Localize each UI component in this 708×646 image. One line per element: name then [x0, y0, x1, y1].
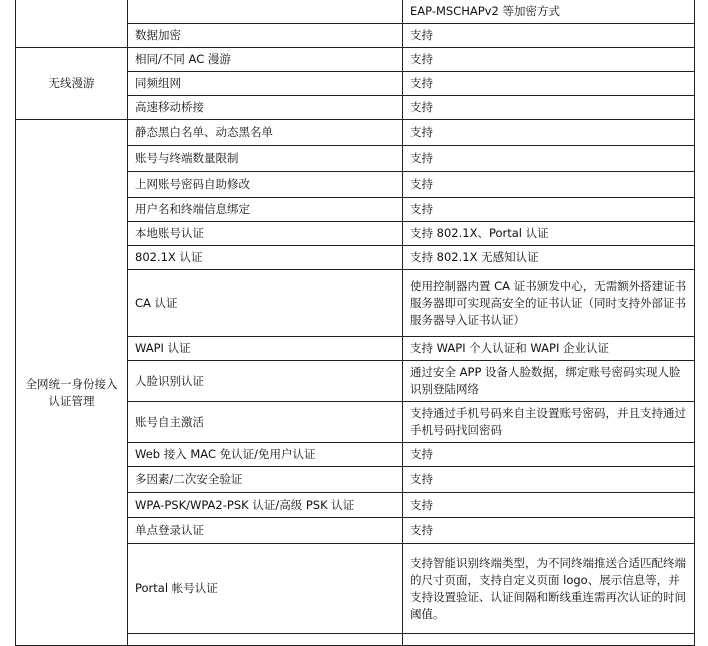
- feature-cell: 单点登录认证: [128, 518, 403, 544]
- value-cell: 支持: [403, 518, 695, 544]
- value-cell: 使用控制器内置 CA 证书颁发中心，无需额外搭建证书服务器即可实现高安全的证书认证（同时支持外部证书服务器导入证书认证）: [403, 270, 695, 337]
- feature-cell: 802.1X 认证: [128, 246, 403, 270]
- table-row: [16, 120, 695, 146]
- value-cell: 支持: [403, 198, 695, 222]
- value-cell: 支持: [403, 493, 695, 518]
- value-cell: 支持: [403, 24, 695, 48]
- feature-cell: CA 认证: [128, 270, 403, 337]
- value-cell: 支持 802.1X、Portal 认证: [403, 222, 695, 246]
- feature-cell: 人脸识别认证: [128, 361, 403, 402]
- feature-cell: 相同/不同 AC 漫游: [128, 48, 403, 72]
- table-row: [16, 0, 695, 24]
- feature-cell: WAPI 认证: [128, 337, 403, 361]
- spec-table-body: [16, 0, 695, 646]
- value-cell: 支持: [403, 443, 695, 467]
- value-cell: 支持 WAPI 个人认证和 WAPI 企业认证: [403, 337, 695, 361]
- feature-cell: 静态黑白名单、动态黑名单: [128, 120, 403, 146]
- value-cell: 支持 802.1X 无感知认证: [403, 246, 695, 270]
- feature-cell: 用户名和终端信息绑定: [128, 198, 403, 222]
- category-cell: 无线漫游: [16, 48, 128, 120]
- feature-cell: 数据加密: [128, 24, 403, 48]
- feature-cell: Web 接入 MAC 免认证/免用户认证: [128, 443, 403, 467]
- value-cell: 支持: [403, 467, 695, 493]
- spec-table: [15, 0, 695, 646]
- feature-cell: 账号自主激活: [128, 402, 403, 443]
- feature-cell: Portal 帐号认证: [128, 544, 403, 634]
- value-cell: 支持: [403, 172, 695, 198]
- value-cell: 支持: [403, 120, 695, 146]
- value-cell: EAP-MSCHAPv2 等加密方式: [403, 0, 695, 24]
- value-cell: 支持: [403, 96, 695, 120]
- feature-cell: 多因素/二次安全验证: [128, 467, 403, 493]
- table-row: [16, 48, 695, 72]
- value-cell: 支持智能识别终端类型，为不同终端推送合适匹配终端的尺寸页面，支持自定义页面 logo、展示信息等，并支持设置验证、认证间隔和断线重连需再次认证的时间阈值。: [403, 544, 695, 634]
- value-cell: 支持: [403, 146, 695, 172]
- feature-cell: [128, 0, 403, 24]
- value-cell: 支持通过手机号码来自主设置账号密码，并且支持通过手机号码找回密码: [403, 402, 695, 443]
- feature-cell: 同频组网: [128, 72, 403, 96]
- feature-cell: 高速移动桥接: [128, 96, 403, 120]
- category-cell: 全网统一身份接入认证管理: [16, 120, 128, 646]
- feature-cell: WPA-PSK/WPA2-PSK 认证/高级 PSK 认证: [128, 493, 403, 518]
- category-cell: [16, 0, 128, 48]
- feature-cell: 上网账号密码自助修改: [128, 172, 403, 198]
- value-cell: 支持: [403, 72, 695, 96]
- value-cell: 支持: [403, 48, 695, 72]
- value-cell: 通过安全 APP 设备人脸数据，绑定账号密码实现人脸识别登陆网络: [403, 361, 695, 402]
- feature-cell: 账号与终端数量限制: [128, 146, 403, 172]
- feature-cell: 本地账号认证: [128, 222, 403, 246]
